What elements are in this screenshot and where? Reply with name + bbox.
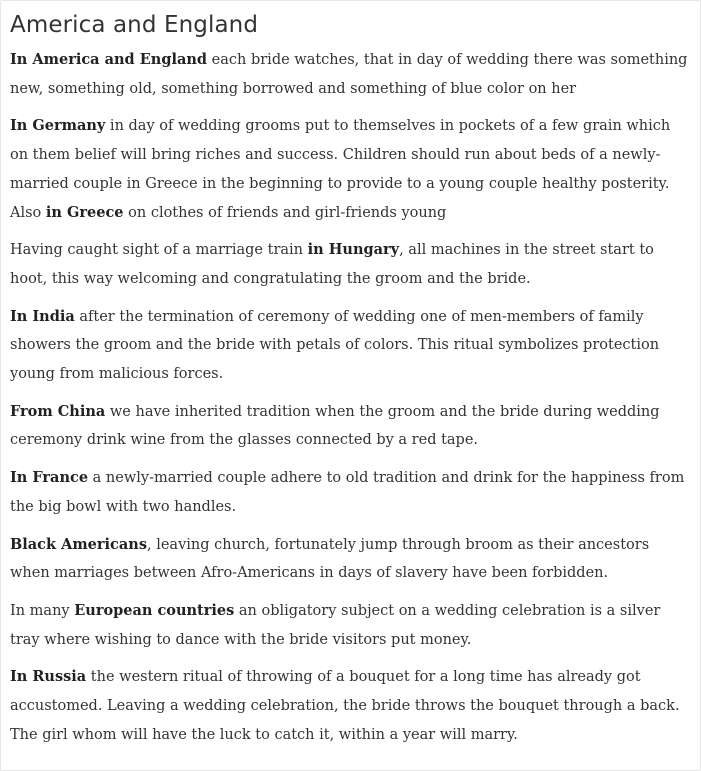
paragraph-india xyxy=(10,303,692,389)
paragraph-bold-lead: In America and England xyxy=(10,51,208,68)
paragraph-text: an obligatory subject on a wedding celebration is a silver tray where wishing to dance with the bride visitors put money. xyxy=(10,602,661,648)
article-content xyxy=(1,1,700,749)
paragraph-america-england xyxy=(10,46,692,103)
paragraph-france xyxy=(10,464,692,521)
paragraph-russia xyxy=(10,663,692,749)
paragraph-bold-lead: From China xyxy=(10,402,106,420)
paragraph-germany xyxy=(10,112,692,227)
paragraph-bold-lead: In Germany xyxy=(10,117,106,135)
paragraph-bold-inline: in Greece xyxy=(45,203,124,221)
paragraph-text: each bride watches, that in day of wedding there was something new, something old, something borrowed and something of blue color on her xyxy=(10,52,688,97)
paragraph-bold-inline: European countries xyxy=(74,601,235,619)
paragraph-text: , all machines in the street start to hoot, this way welcoming and congratulating the groom and the bride. xyxy=(10,242,654,287)
paragraph-text: on clothes of friends and girl-friends young xyxy=(123,204,447,221)
paragraph-text: in day of wedding grooms put to themselves in pockets of a few grain which on them belief will bring riches and success. Children should run about beds of a newly-married couple in Greece in the beginning to provide to a young couple healthy posterity. Also xyxy=(10,118,671,221)
paragraph-text: the western ritual of throwing of a bouquet for a long time has already got accustomed. Leaving a wedding celebration, the bride throws the bouquet through a back. The girl whom will have the luck to catch it, within a year will marry. xyxy=(10,669,680,743)
paragraph-bold-lead: In France xyxy=(10,469,89,487)
paragraph-black-americans xyxy=(10,531,692,588)
paragraph-text: after the termination of ceremony of wedding one of men-members of family showers the groom and the bride with petals of colors. This ritual symbolizes protection young from malicious forces. xyxy=(10,308,660,383)
paragraph-china xyxy=(10,398,692,455)
paragraph-text: Having caught sight of a marriage train xyxy=(10,242,308,259)
paragraph-text: a newly-married couple adhere to old tradition and drink for the happiness from the big bowl with two handles. xyxy=(10,470,685,515)
paragraph-text: In many xyxy=(10,602,75,619)
paragraph-bold-lead: Black Americans xyxy=(10,535,147,553)
paragraph-bold-inline: in Hungary xyxy=(307,241,400,259)
paragraph-text: , leaving church, fortunately jump through broom as their ancestors when marriages between Afro-Americans in days of slavery have been forbidden. xyxy=(10,536,650,582)
article-title: America and England xyxy=(10,12,259,38)
paragraph-text: we have inherited tradition when the groom and the bride during wedding ceremony drink wine from the glasses connected by a red tape. xyxy=(10,403,660,449)
paragraph-hungary xyxy=(10,236,692,293)
paragraph-bold-lead: In Russia xyxy=(10,668,87,686)
paragraph-european-countries xyxy=(10,597,692,654)
paragraph-bold-lead: In India xyxy=(10,307,75,325)
